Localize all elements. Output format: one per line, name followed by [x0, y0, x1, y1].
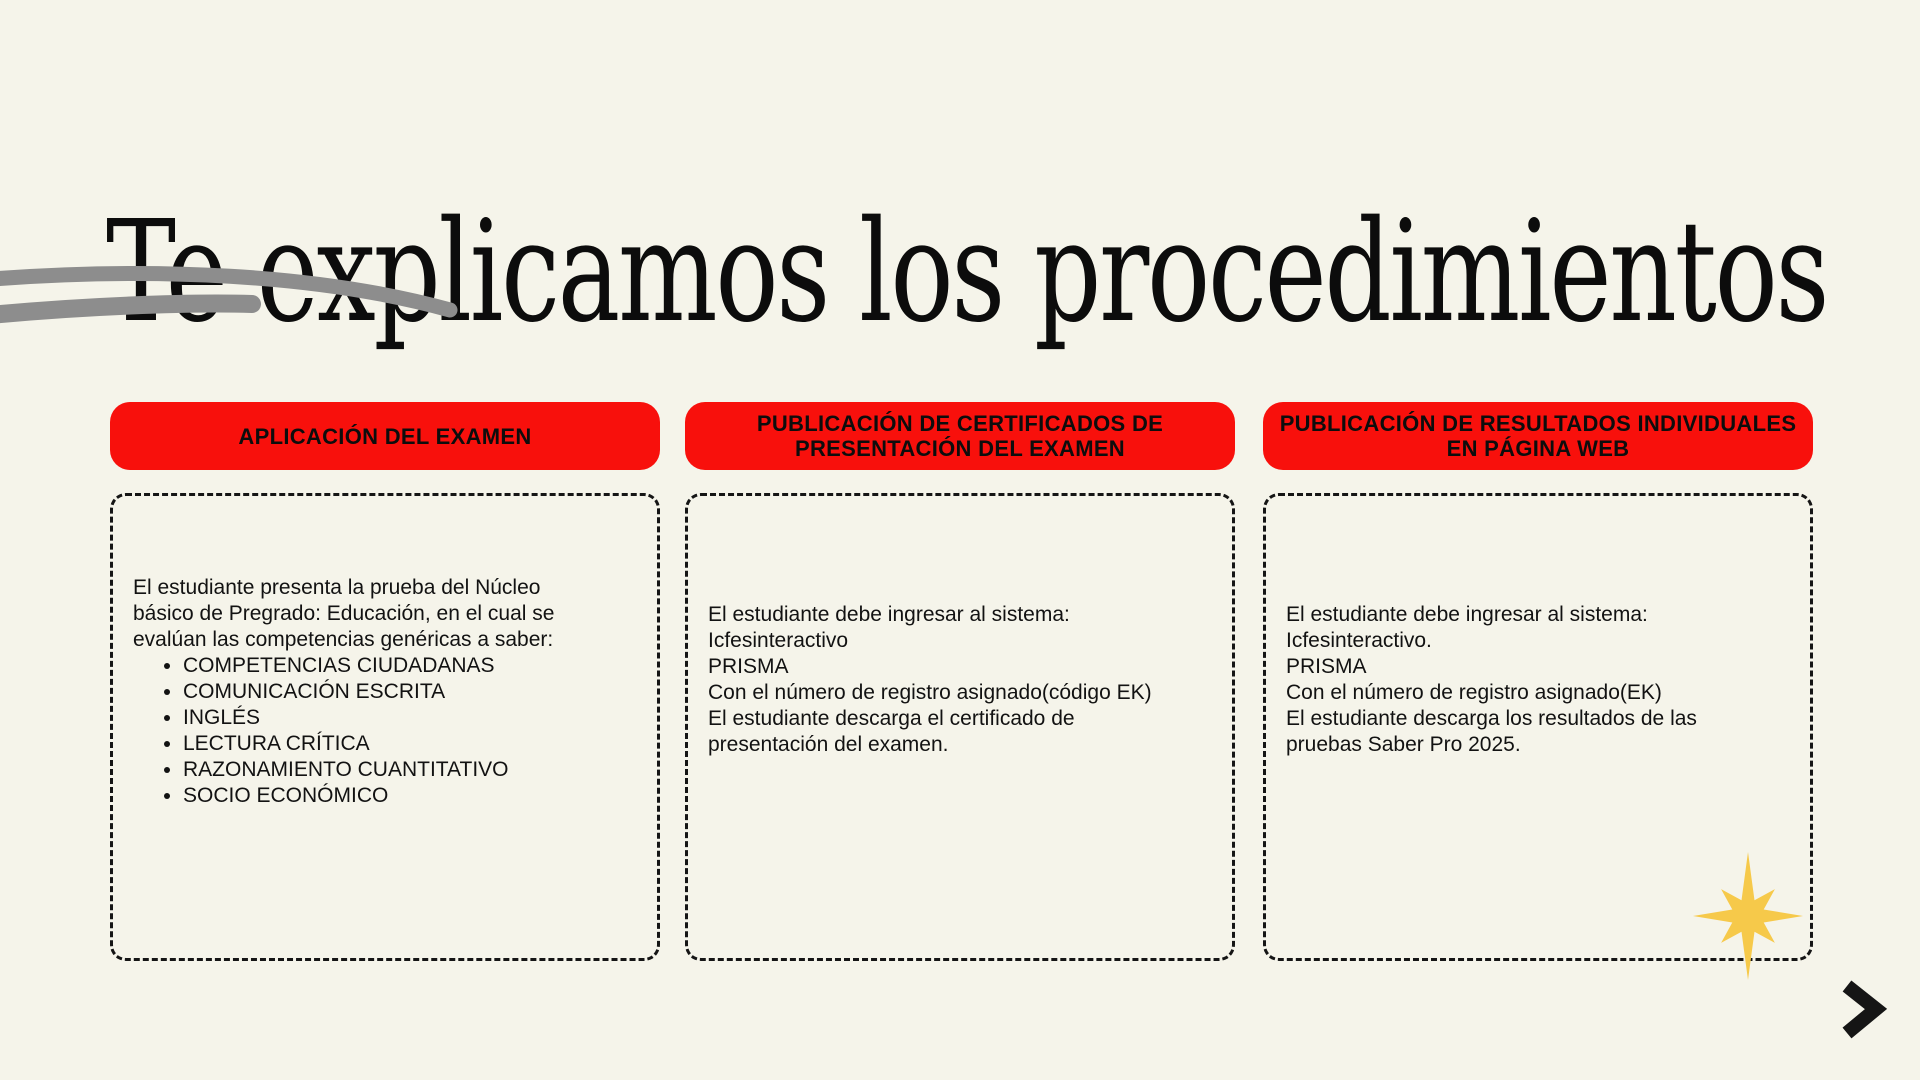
- card-text-line: Icfesinteractivo.: [1286, 629, 1432, 652]
- column-header-label: PUBLICACIÓN DE CERTIFICADOS DE PRESENTACIÓN DEL EXAMEN: [756, 411, 1164, 461]
- next-slide-button[interactable]: [1834, 976, 1890, 1042]
- column-card-publicacion-certificados: [685, 493, 1235, 961]
- star-burst-icon: [1686, 848, 1810, 984]
- competencias-list: [133, 653, 639, 809]
- chevron-right-icon: [1834, 976, 1890, 1042]
- column-header-publicacion-certificados: [685, 402, 1235, 470]
- list-item: • RAZONAMIENTO CUANTITATIVO: [183, 757, 639, 783]
- card-text-line: PRISMA: [1286, 655, 1367, 678]
- card-text-line: El estudiante descarga los resultados de las pruebas Saber Pro 2025.: [1286, 707, 1697, 756]
- card-text-line: Icfesinteractivo: [708, 629, 849, 652]
- card-text-line: Con el número de registro asignado(código EK): [708, 681, 1152, 704]
- card-text-line: El estudiante debe ingresar al sistema:: [1286, 603, 1648, 626]
- card-text-line: El estudiante debe ingresar al sistema:: [708, 603, 1070, 626]
- column-header-publicacion-resultados: [1263, 402, 1813, 470]
- column-card-aplicacion-examen: [110, 493, 660, 961]
- column-header-label: PUBLICACIÓN DE RESULTADOS INDIVIDUALES EN PÁGINA WEB: [1279, 411, 1797, 461]
- page-title: Te explicamos los procedimientos: [106, 190, 1828, 354]
- list-item: • COMUNICACIÓN ESCRITA: [183, 679, 639, 705]
- column-header-label: APLICACIÓN DEL EXAMEN: [238, 423, 532, 449]
- list-item: • SOCIO ECONÓMICO: [183, 783, 639, 809]
- card-text-line: El estudiante descarga el certificado de presentación del examen.: [708, 707, 1075, 756]
- list-item: • INGLÉS: [183, 705, 639, 731]
- column-header-aplicacion-examen: [110, 402, 660, 470]
- card-text-line: PRISMA: [708, 655, 789, 678]
- card-intro-text: El estudiante presenta la prueba del Núcleo básico de Pregrado: Educación, en el cual se evalúan las competencias genéricas a saber:: [133, 576, 555, 651]
- card-text-line: Con el número de registro asignado(EK): [1286, 681, 1662, 704]
- underline-swoosh-decoration: [0, 258, 480, 353]
- list-item: • LECTURA CRÍTICA: [183, 731, 639, 757]
- list-item: • COMPETENCIAS CIUDADANAS: [183, 653, 639, 679]
